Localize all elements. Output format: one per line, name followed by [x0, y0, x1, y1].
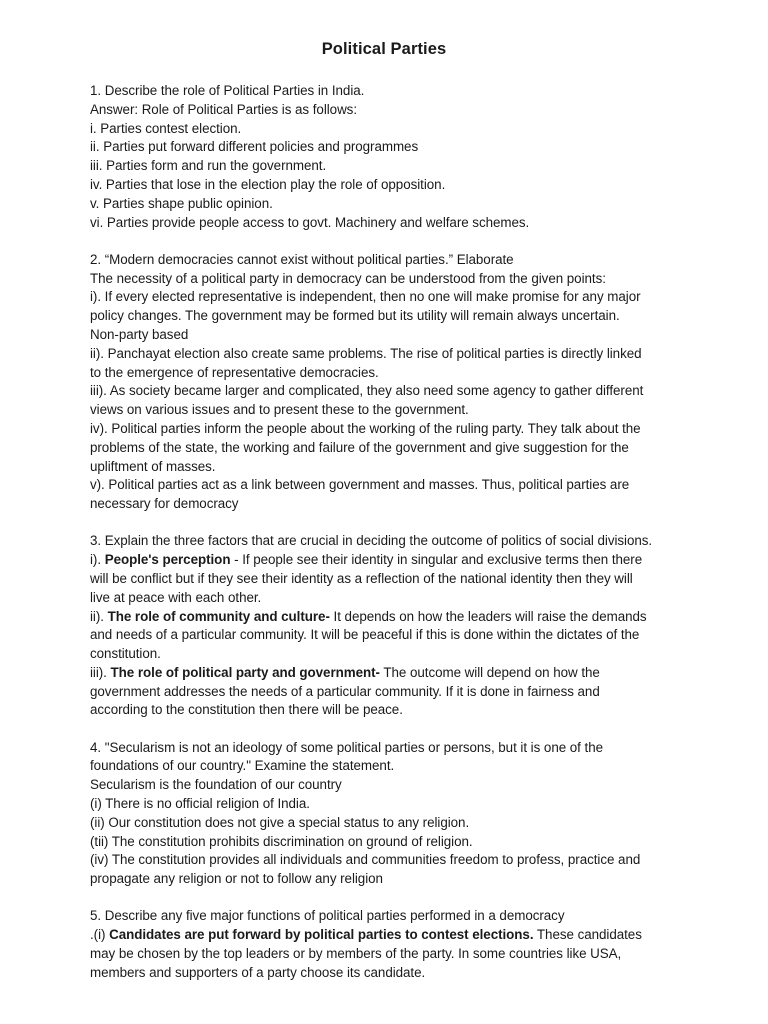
answer-line: [90, 664, 690, 683]
answer-line: upliftment of masses.: [90, 458, 216, 474]
answer-line: members and supporters of a party choose its candidate.: [90, 964, 426, 980]
question-1-section: [90, 82, 690, 232]
answer-line: propagate any religion or not to follow any religion: [90, 871, 383, 887]
answer-line: iv). Political parties inform the people about the working of the ruling party. They talk about the: [90, 420, 641, 436]
answer-line: problems of the state, the working and failure of the government and give suggestion for the: [90, 439, 629, 455]
answer-line: according to the constitution then there will be peace.: [90, 702, 403, 718]
answer-line: (i) There is no official religion of India.: [90, 796, 310, 812]
answer-line: and needs of a particular community. It will be peaceful if this is done within the dictates of the: [90, 627, 640, 643]
document-body: [90, 82, 690, 983]
answer-line: Non-party based: [90, 326, 189, 342]
answer-line: policy changes. The government may be formed but its utility will remain always uncertain.: [90, 308, 620, 324]
question-4-text: 4. "Secularism is not an ideology of some political parties or persons, but it is one of the: [90, 739, 603, 755]
answer-line: i). If every elected representative is independent, then no one will make promise for any major: [90, 289, 641, 305]
answer-line: Secularism is the foundation of our country: [90, 777, 342, 793]
answer-line: vi. Parties provide people access to govt. Machinery and welfare schemes.: [90, 214, 530, 230]
question-2-section: [90, 251, 690, 514]
answer-line: views on various issues and to present these to the government.: [90, 402, 469, 418]
page-title: Political Parties: [321, 40, 447, 58]
question-1-text: 1. Describe the role of Political Parties in India.: [90, 83, 365, 98]
answer-line: v. Parties shape public opinion.: [90, 195, 273, 211]
answer-line: Answer: Role of Political Parties is as follows:: [90, 101, 358, 117]
answer-line: to the emergence of representative democracies.: [90, 364, 379, 380]
question-5-section: [90, 907, 690, 982]
bold-term: The role of community and culture-: [107, 608, 330, 624]
answer-line: [90, 551, 690, 570]
answer-line: iii). As society became larger and complicated, they also need some agency to gather different: [90, 383, 644, 399]
answer-line: v). Political parties act as a link between government and masses. Thus, political parties are: [90, 477, 630, 493]
answer-line: will be conflict but if they see their identity as a reflection of the national identity then they will: [90, 570, 633, 586]
item-prefix: iii).: [90, 664, 111, 680]
answer-line: government addresses the needs of a particular community. If it is done in fairness and: [90, 683, 600, 699]
answer-line: iv. Parties that lose in the election play the role of opposition.: [90, 176, 446, 192]
answer-line: live at peace with each other.: [90, 589, 262, 605]
answer-line: The necessity of a political party in democracy can be understood from the given points:: [90, 270, 606, 286]
answer-line: may be chosen by the top leaders or by members of the party. In some countries like USA,: [90, 946, 622, 962]
item-prefix: .(i): [90, 927, 110, 943]
question-4-section: [90, 739, 690, 889]
answer-line: iii. Parties form and run the government.: [90, 158, 327, 174]
item-text: - If people see their identity in singular and exclusive terms then there: [230, 552, 643, 568]
answer-line: ii). Panchayat election also create same problems. The rise of political parties is directly linked: [90, 345, 642, 361]
answer-line: [90, 608, 690, 627]
question-3-section: [90, 532, 690, 720]
answer-line: ii. Parties put forward different policies and programmes: [90, 139, 419, 155]
question-4-text: foundations of our country." Examine the statement.: [90, 758, 395, 774]
item-text: These candidates: [533, 927, 642, 943]
item-text: The outcome will depend on how the: [379, 664, 600, 680]
answer-line: i. Parties contest election.: [90, 120, 242, 136]
item-prefix: ii).: [90, 608, 108, 624]
bold-term: Candidates are put forward by political parties to contest elections.: [109, 927, 534, 943]
answer-line: necessary for democracy: [90, 496, 239, 512]
bold-term: People's perception: [104, 552, 231, 568]
bold-term: The role of political party and government-: [110, 664, 380, 680]
question-5-text: 5. Describe any five major functions of political parties performed in a democracy: [90, 908, 565, 924]
question-3-text: 3. Explain the three factors that are crucial in deciding the outcome of politics of social divisions.: [90, 533, 653, 549]
answer-line: (iv) The constitution provides all individuals and communities freedom to profess, practice and: [90, 852, 641, 868]
answer-line: (ii) Our constitution does not give a special status to any religion.: [90, 814, 470, 830]
answer-line: (tii) The constitution prohibits discrimination on ground of religion.: [90, 833, 473, 849]
item-text: It depends on how the leaders will raise the demands: [329, 608, 647, 624]
item-prefix: i).: [90, 552, 105, 568]
question-2-text: 2. “Modern democracies cannot exist without political parties.” Elaborate: [90, 251, 514, 267]
answer-line: constitution.: [90, 646, 161, 662]
answer-line: [90, 926, 690, 945]
